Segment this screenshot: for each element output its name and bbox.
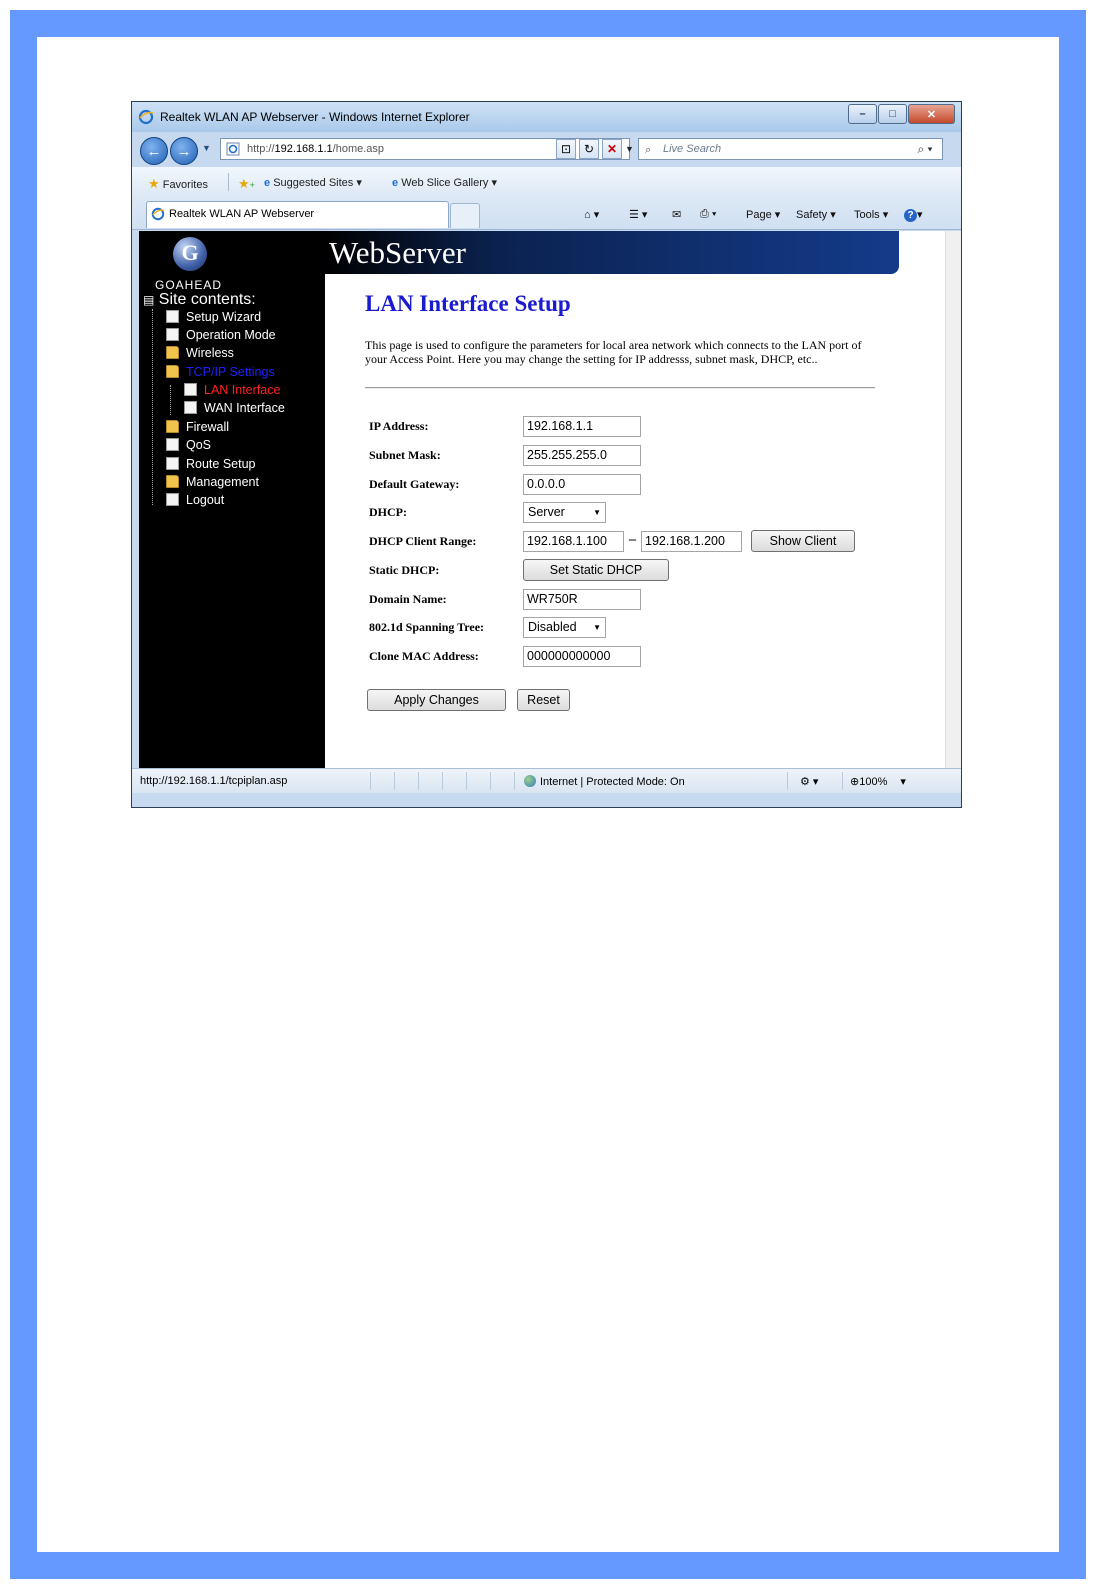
subnet-mask-input[interactable]: 255.255.255.0 — [523, 445, 641, 466]
sidebar-item-setup-wizard[interactable] — [166, 308, 261, 326]
document-icon — [166, 438, 179, 451]
show-client-button[interactable]: Show Client — [751, 530, 855, 552]
browser-window — [131, 101, 962, 808]
sidebar-item-label: WAN Interface — [204, 401, 285, 415]
status-url: http://192.168.1.1/tcpiplan.asp — [140, 775, 288, 787]
print-icon[interactable]: ⎙ ▾ — [700, 208, 717, 220]
sidebar-item-management[interactable] — [166, 473, 259, 491]
mail-icon[interactable]: ✉ — [672, 209, 682, 221]
refresh-icon[interactable]: ↻ — [579, 139, 599, 159]
reset-button[interactable]: Reset — [517, 689, 570, 711]
domain-name-label: Domain Name: — [369, 592, 447, 606]
tree-heading-label: Site contents: — [158, 291, 256, 308]
header-banner — [325, 231, 899, 274]
zoom-level: 100% — [859, 776, 888, 788]
sidebar-item-tcpip-settings[interactable] — [166, 363, 275, 381]
window-title: Realtek WLAN AP Webserver - Windows Internet Explorer — [160, 110, 470, 124]
feeds-icon[interactable]: ☰ ▾ — [629, 209, 648, 221]
suggested-sites-link[interactable] — [264, 176, 362, 189]
sidebar-item-label: Operation Mode — [186, 328, 276, 342]
tree-heading-icon: ▤ — [143, 293, 155, 307]
help-icon[interactable]: ? ▾ — [904, 208, 923, 222]
sidebar-item-label: Logout — [186, 493, 225, 507]
dhcp-label: DHCP: — [369, 505, 407, 519]
stop-icon[interactable]: ✕ — [602, 139, 622, 159]
sidebar-item-operation-mode[interactable] — [166, 326, 276, 344]
status-separator — [842, 772, 843, 790]
close-button[interactable]: ✕ — [908, 104, 955, 124]
tab-realtek-webserver[interactable] — [146, 201, 449, 228]
ie-icon — [138, 109, 154, 125]
sidebar-item-label: QoS — [186, 438, 212, 452]
search-go-icon[interactable]: ⌕ ▾ — [917, 142, 933, 156]
search-placeholder: Live Search — [663, 143, 722, 155]
maximize-button[interactable]: □ — [878, 104, 907, 124]
zoom-control[interactable] — [850, 775, 906, 788]
suggested-sites-label: Suggested Sites ▾ — [273, 177, 362, 189]
divider — [365, 387, 875, 389]
back-button[interactable]: ← — [140, 137, 168, 165]
clone-mac-label: Clone MAC Address: — [369, 649, 479, 663]
subnet-mask-label: Subnet Mask: — [369, 448, 441, 462]
protected-mode-icon[interactable]: ⚙ ▾ — [800, 776, 819, 788]
sidebar-item-logout[interactable] — [166, 491, 224, 509]
page-viewport — [139, 231, 945, 768]
suggested-sites-ie-icon: e — [264, 177, 271, 189]
tree-connector — [152, 309, 153, 505]
address-path: /home.asp — [332, 143, 385, 155]
sidebar-item-route-setup[interactable] — [166, 455, 256, 473]
home-icon[interactable]: ⌂ ▾ — [584, 209, 600, 221]
chevron-down-icon: ▼ — [593, 623, 601, 632]
security-zone-label: Internet | Protected Mode: On — [540, 776, 685, 788]
tab-label: Realtek WLAN AP Webserver — [169, 208, 315, 220]
favorites-label: Favorites — [162, 179, 208, 191]
web-slice-ie-icon: e — [392, 177, 399, 189]
recent-pages-chevron-icon[interactable]: ▼ — [202, 143, 211, 153]
minimize-button[interactable]: – — [848, 104, 877, 124]
page-ie-icon — [226, 142, 240, 156]
ip-address-label: IP Address: — [369, 419, 429, 433]
window-controls — [847, 104, 955, 124]
new-tab-button[interactable] — [450, 203, 480, 228]
static-dhcp-label: Static DHCP: — [369, 563, 440, 577]
zoom-magnifier-icon: ⊕ — [850, 776, 860, 788]
sidebar-item-label: Firewall — [186, 420, 230, 434]
brand-text: GOAHEAD — [155, 278, 223, 292]
dhcp-selected-value: Server — [528, 505, 565, 519]
document-icon — [184, 383, 197, 396]
forward-button[interactable]: → — [170, 137, 198, 165]
web-slice-gallery-label: Web Slice Gallery ▾ — [401, 177, 497, 189]
status-separator — [787, 772, 788, 790]
sidebar-item-label: Setup Wizard — [186, 310, 262, 324]
dhcp-range-end-input[interactable]: 192.168.1.200 — [641, 531, 742, 552]
sidebar-item-wan-interface[interactable] — [184, 399, 285, 417]
security-zone[interactable] — [524, 775, 685, 788]
compatibility-view-icon[interactable]: ⊡ — [556, 139, 576, 159]
status-separator — [514, 772, 515, 790]
domain-name-input[interactable]: WR750R — [523, 589, 641, 610]
address-dropdown-icon[interactable]: ▼ — [625, 144, 634, 154]
dhcp-select[interactable] — [523, 502, 606, 523]
sidebar-item-label: LAN Interface — [204, 383, 281, 397]
search-box[interactable] — [638, 138, 943, 160]
page-description: This page is used to configure the parameters for local area network which connects to the LAN port of your Access Point. Here you may change the setting for IP addresss, subnet mask, DHCP, etc.. — [365, 338, 862, 366]
sidebar-item-label: Route Setup — [186, 457, 256, 471]
globe-icon — [524, 775, 536, 787]
dhcp-range-start-input[interactable]: 192.168.1.100 — [523, 531, 624, 552]
favorites-bar — [132, 167, 961, 197]
address-prefix: http:// — [247, 143, 275, 155]
default-gateway-input[interactable]: 0.0.0.0 — [523, 474, 641, 495]
folder-icon — [166, 420, 179, 433]
add-favorite-icon[interactable]: ★+ — [238, 176, 255, 191]
sidebar-item-firewall[interactable] — [166, 418, 229, 436]
favorites-separator — [228, 173, 229, 191]
range-separator: – — [629, 532, 636, 547]
spanning-tree-selected-value: Disabled — [528, 620, 577, 634]
document-icon — [166, 328, 179, 341]
status-separator — [394, 772, 395, 790]
tree-heading — [143, 291, 256, 309]
favorites-button[interactable] — [148, 176, 208, 192]
tab-ie-icon — [151, 207, 165, 221]
tree-sub-connector — [170, 385, 171, 415]
status-separator — [490, 772, 491, 790]
sidebar-item-qos[interactable] — [166, 436, 211, 454]
sidebar-item-label: TCP/IP Settings — [186, 365, 275, 379]
set-static-dhcp-button[interactable]: Set Static DHCP — [523, 559, 669, 581]
search-magnifier-icon: ⌕ — [645, 144, 652, 156]
sidebar-item-wireless[interactable] — [166, 344, 234, 362]
vertical-scrollbar[interactable] — [945, 231, 962, 768]
sidebar-item-lan-interface[interactable] — [184, 381, 280, 399]
page-menu[interactable]: Page ▾ — [746, 209, 781, 221]
folder-icon — [166, 346, 179, 359]
status-separator — [466, 772, 467, 790]
status-bar — [132, 768, 961, 793]
navigation-bar — [132, 132, 961, 167]
page-title: LAN Interface Setup — [365, 291, 571, 316]
spanning-tree-select[interactable] — [523, 617, 606, 638]
web-slice-gallery-link[interactable] — [392, 176, 497, 189]
apply-changes-button[interactable]: Apply Changes — [367, 689, 506, 711]
status-separator — [442, 772, 443, 790]
folder-open-icon — [166, 365, 179, 378]
document-icon — [166, 457, 179, 470]
status-separator — [418, 772, 419, 790]
sidebar-item-label: Management — [186, 475, 259, 489]
title-bar — [132, 102, 961, 132]
status-separator — [370, 772, 371, 790]
sidebar-item-label: Wireless — [186, 346, 234, 360]
chevron-down-icon: ▼ — [593, 508, 601, 517]
folder-icon — [166, 475, 179, 488]
document-icon — [166, 310, 179, 323]
goahead-logo-icon: G — [173, 237, 207, 271]
zoom-dropdown-icon: ▾ — [900, 776, 906, 788]
dhcp-client-range-label: DHCP Client Range: — [369, 534, 477, 548]
clone-mac-input[interactable]: 000000000000 — [523, 646, 641, 667]
tools-menu[interactable]: Tools ▾ — [854, 209, 889, 221]
default-gateway-label: Default Gateway: — [369, 477, 460, 491]
brand-name — [155, 278, 222, 292]
sidebar — [139, 231, 325, 768]
document-icon — [184, 401, 197, 414]
spanning-tree-label: 802.1d Spanning Tree: — [369, 620, 485, 634]
address-host: 192.168.1.1 — [274, 143, 333, 155]
product-title: WebServer — [329, 235, 466, 270]
document-icon — [166, 493, 179, 506]
safety-menu[interactable]: Safety ▾ — [796, 209, 836, 221]
favorites-star-icon: ★ — [148, 176, 160, 191]
ip-address-input[interactable]: 192.168.1.1 — [523, 416, 641, 437]
tab-row — [132, 197, 961, 230]
